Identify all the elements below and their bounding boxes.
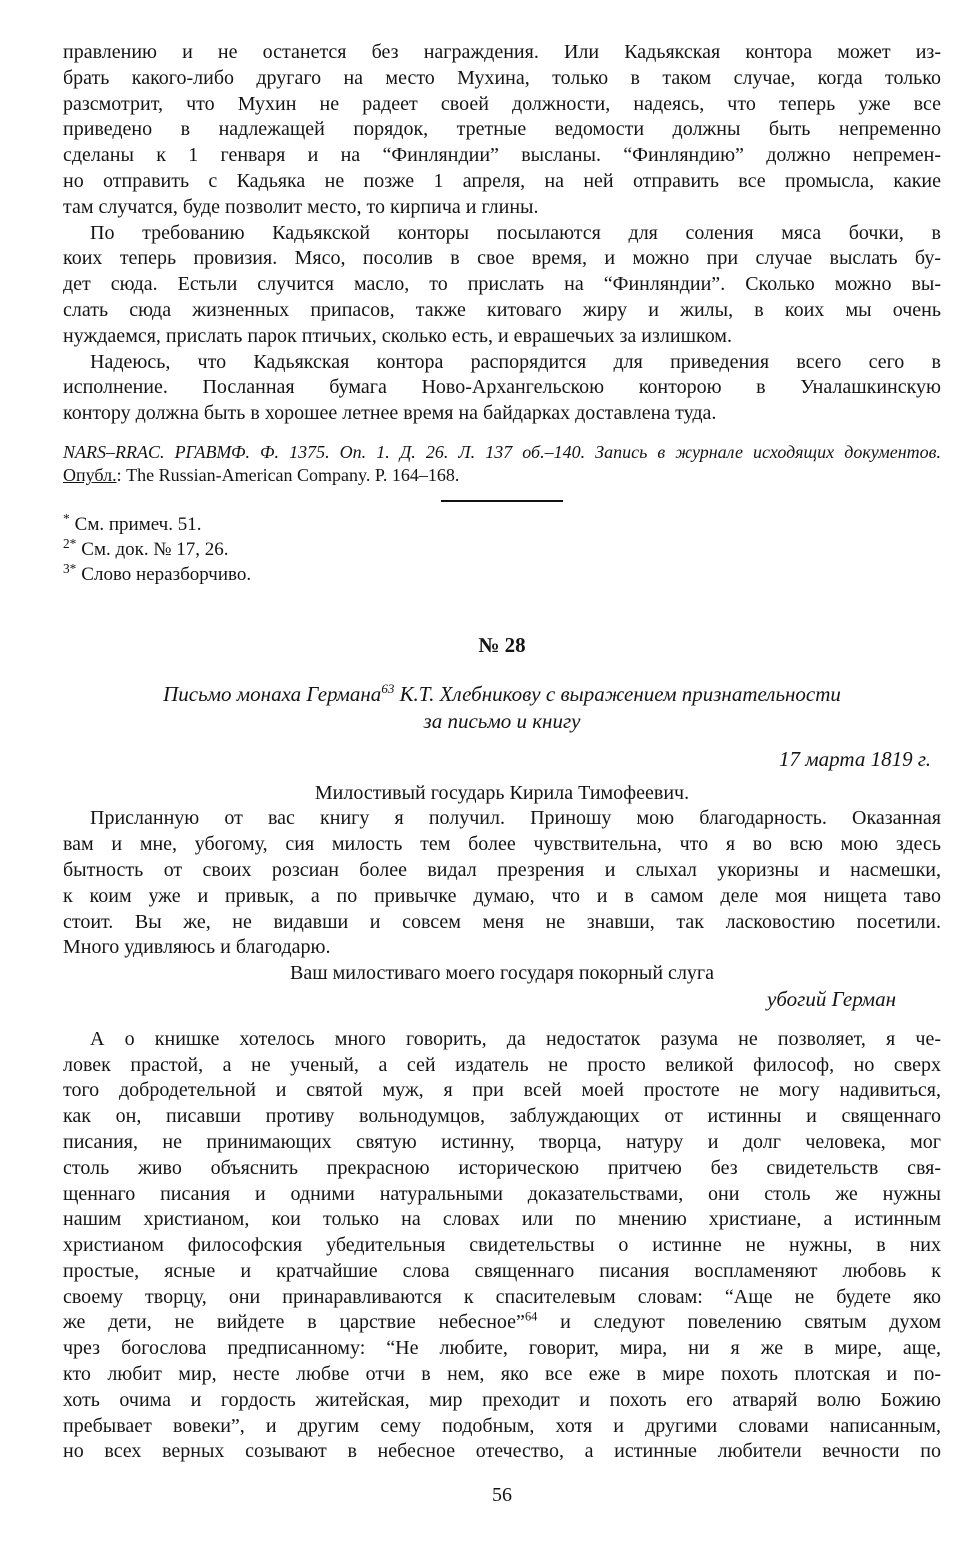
footnote-text: Слово неразборчиво. — [81, 563, 252, 585]
text-line: щеннаго писания и одними натуральными доказательствами, они столь же нужны — [63, 1182, 941, 1205]
text-line: хоть очима и гордость житейская, мир преходит и похоть его атваряй волю Божию — [63, 1388, 941, 1411]
text-line: чрез богослова предписанному: “Не любите, говорит, мира, ни я же в мире, аще, — [63, 1337, 941, 1360]
text-line: того добродетельной и святой муж, я при всей моей простоте не могу надивиться, — [63, 1079, 941, 1102]
document-title-line1 — [63, 681, 941, 708]
text-line: нашим христианом, кои только на словах или по мнению христиане, а истинным — [63, 1208, 941, 1231]
text-line: разсмотрит, что Мухин не радеет своей должности, надеясь, что теперь уже все — [63, 92, 941, 115]
text-line: исполнение. Посланная бумага Ново-Архангельскою конторою в Уналашкинскую — [63, 376, 941, 399]
footnote-reference-63: 63 — [381, 680, 395, 696]
text-line: христианом философския убедительныя свидетельствы о истинне не нужны, в них — [63, 1234, 941, 1257]
text-line: приведено в надлежащей порядок, третные ведомости должны быть непременно — [63, 118, 941, 141]
text-line: Много удивляюсь и благодарю. — [63, 936, 331, 959]
text-line: сделаны к 1 генваря и на “Финляндии” высланы. “Финляндию” должно непремен- — [63, 144, 941, 167]
text-line: писания, не принимающих святую истинну, творца, натуру и долг человека, мог — [63, 1130, 941, 1153]
text-line: простые, ясные и кратчайшие слова священнаго писания воспламеняют любовь к — [63, 1259, 941, 1282]
closing-formula: Ваш милостиваго моего государя покорный слуга — [289, 962, 714, 985]
text-line: слать сюда жизненных припасов, также китоваго жиру и жилы, в коих мы очень — [63, 298, 941, 321]
text-line: там случатся, буде позволит место, то кирпича и глины. — [63, 195, 539, 218]
text-line: столь живо объяснить прекрасною историческою притчею без свидетельств свя- — [63, 1156, 941, 1179]
text-line: бытность от своих розсиан более видал презрения и слыхал укоризны и насмешки, — [63, 858, 941, 881]
signature: убогий Герман — [767, 986, 896, 1011]
document-number-heading: № 28 — [478, 632, 526, 657]
continuation-paragraph-3 — [63, 350, 941, 427]
footnote-marker: 2* — [63, 535, 77, 551]
footnote-marker: 3* — [63, 560, 77, 576]
text-line: А о книшке хотелось много говорить, да недостаток разума не позволяет, я че- — [90, 1027, 941, 1050]
text-line: дет сюда. Естьли случится масло, то прислать на “Финляндии”. Сколько можно вы- — [63, 273, 941, 296]
continuation-paragraph-2 — [63, 221, 941, 350]
footnote-text: См. примеч. 51. — [74, 513, 202, 535]
archive-source-note — [63, 441, 941, 488]
text-line: своему творцу, они принаравливаются к спасителевым словам: “Аще не будете яко — [63, 1285, 941, 1308]
page-number: 56 — [492, 1484, 512, 1507]
text-line: Присланную от вас книгу я получил. Приношу мою благодарность. Оказанная — [90, 807, 941, 830]
text-line: к коим уже и привык, а по привычке думаю, что и в самом деле моя нищета таво — [63, 884, 941, 907]
text-line: же дети, не вийдете в царствие небесное”$^{64}$ и следуют повелению святым духом — [63, 1309, 941, 1334]
text-line: вам и мне, убогому, сия милость тем более чувствительна, что я во всю мою здесь — [63, 833, 941, 856]
title-text: К.Т. Хлебникову с выражением признательности — [394, 681, 841, 706]
text-line: Опубл.: The Russian-American Company. P. 164–168. — [63, 465, 460, 486]
text-line: но всех верных созывают в небесное отечество, а истинные любители вечности по — [63, 1440, 941, 1463]
text-line: как он, писавши противу вольнодумцов, заблуждающих от истинны и священнаго — [63, 1105, 941, 1128]
title-text: Письмо монаха Германа — [163, 681, 382, 706]
text-line: пребывает вовеки”, и другим сему подобным, хотя и другими словами написанным, — [63, 1414, 941, 1437]
footnote-2 — [63, 537, 941, 562]
continuation-paragraph-1 — [63, 40, 941, 221]
document-title-line2: за письмо и книгу — [423, 708, 581, 733]
text-line: стоит. Вы же, не видавши и совсем меня не знавши, так ласковостию посетили. — [63, 910, 941, 933]
text-line: По требованию Кадьякской конторы посылаются для соления мяса бочки, в — [90, 221, 941, 244]
text-line: правлению и не останется без награждения. Или Кадьякская контора может из- — [63, 41, 941, 63]
letter-paragraph-1 — [63, 806, 941, 961]
footnote-text: См. док. № 17, 26. — [81, 538, 229, 560]
text-line: но отправить с Кадьяка не позже 1 апреля, на ней отправить все промысла, какие — [63, 169, 941, 192]
footnote-separator-rule — [441, 500, 563, 502]
footnotes — [63, 512, 941, 587]
text-line: Надеюсь, что Кадьякская контора распорядится для приведения всего сего в — [90, 350, 941, 373]
text-line: брать какого-либо другаго на место Мухина, только в таком случае, когда только — [63, 66, 941, 89]
footnote-reference: 64 — [524, 1309, 538, 1324]
footnote-1 — [63, 512, 941, 537]
footnote-marker: * — [63, 510, 70, 526]
text-line: кто любит мир, несте любве отчи в нем, яко все еже в мире похоть плотская и по- — [63, 1363, 941, 1386]
text-line: контору должна быть в хорошее летнее время на байдарках доставлена туда. — [63, 402, 717, 425]
text-line: нуждаемся, прислать парок птичьих, сколько есть, и еврашечьих за излишком. — [63, 324, 732, 347]
text-line: коих теперь провизия. Мясо, посолив в свое время, и можно при случае выслать бу- — [63, 247, 941, 270]
footnote-3 — [63, 562, 941, 587]
text-line: NARS–RRAC. РГАВМФ. Ф. 1375. Оп. 1. Д. 26. Л. 137 об.–140. Запись в журнале исходящих документов. — [63, 441, 941, 462]
letter-paragraph-2 — [63, 1027, 941, 1466]
document-date: 17 марта 1819 г. — [779, 746, 931, 771]
document-title — [63, 681, 941, 735]
text-line: ловек прастой, а не ученый, а сей издатель не просто великой философ, но сверх — [63, 1053, 941, 1076]
salutation: Милостивый государь Кирила Тимофеевич. — [314, 781, 690, 804]
